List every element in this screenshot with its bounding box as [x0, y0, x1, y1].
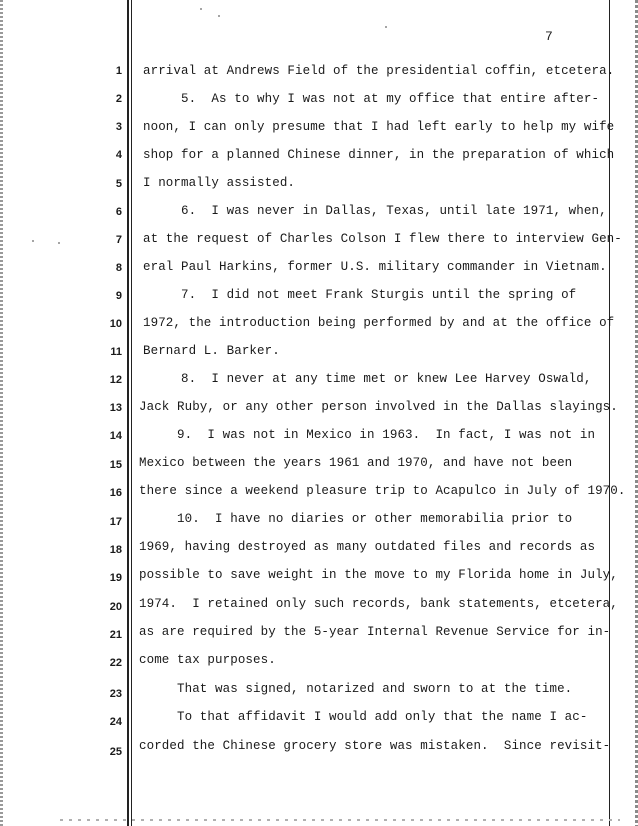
text-line: 6. I was never in Dallas, Texas, until late 1971, when,	[143, 204, 607, 218]
text-line: 9. I was not in Mexico in 1963. In fact, I was not in	[139, 428, 596, 442]
text-line: 7. I did not meet Frank Sturgis until the spring of	[143, 288, 577, 302]
text-line: Bernard L. Barker.	[143, 344, 280, 358]
line-number: 15	[109, 459, 122, 471]
margin-rule-inner	[131, 0, 132, 826]
line-number: 19	[109, 572, 122, 584]
scan-speck	[58, 242, 60, 244]
text-line: noon, I can only presume that I had left early to help my wife	[143, 120, 615, 134]
margin-rule-outer	[127, 0, 129, 826]
line-number: 12	[109, 374, 122, 386]
line-number: 23	[109, 688, 122, 700]
text-line: 10. I have no diaries or other memorabilia prior to	[139, 512, 573, 526]
text-line: possible to save weight in the move to my Florida home in July,	[139, 568, 618, 582]
text-line: come tax purposes.	[139, 653, 276, 667]
line-number: 21	[109, 629, 122, 641]
line-number: 11	[110, 346, 122, 358]
text-line: corded the Chinese grocery store was mistaken. Since revisit-	[139, 739, 611, 753]
text-line: I normally assisted.	[143, 176, 296, 190]
scan-speck	[218, 15, 220, 17]
text-line: shop for a planned Chinese dinner, in the preparation of which	[143, 148, 615, 162]
line-number: 10	[109, 318, 122, 330]
line-number: 7	[115, 234, 122, 246]
text-line: eral Paul Harkins, former U.S. military commander in Vietnam.	[143, 260, 607, 274]
scan-speck	[200, 8, 202, 10]
line-number: 9	[115, 290, 122, 302]
page-number: 7	[545, 29, 553, 44]
line-number: 24	[109, 716, 122, 728]
text-line: at the request of Charles Colson I flew there to interview Gen-	[143, 232, 622, 246]
line-number: 5	[115, 178, 122, 190]
scan-speck	[385, 26, 387, 28]
text-line: 1972, the introduction being performed by and at the office of	[143, 316, 615, 330]
line-number: 22	[109, 657, 122, 669]
scan-speck	[32, 240, 34, 242]
text-line: Jack Ruby, or any other person involved in the Dallas slayings.	[139, 400, 618, 414]
line-number: 1	[115, 65, 122, 77]
line-number: 20	[109, 601, 122, 613]
text-line: there since a weekend pleasure trip to Acapulco in July of 1970.	[139, 484, 626, 498]
text-line: That was signed, notarized and sworn to at the time.	[139, 682, 573, 696]
text-line: as are required by the 5-year Internal Revenue Service for in-	[139, 625, 611, 639]
line-number: 13	[109, 402, 122, 414]
line-number: 4	[115, 149, 122, 161]
bottom-scan-noise	[60, 819, 620, 821]
line-number: 2	[115, 93, 122, 105]
text-line: To that affidavit I would add only that the name I ac-	[139, 710, 588, 724]
text-line: 1974. I retained only such records, bank statements, etcetera,	[139, 597, 618, 611]
text-line: 5. As to why I was not at my office that entire after-	[143, 92, 600, 106]
line-number: 6	[115, 206, 122, 218]
text-line: Mexico between the years 1961 and 1970, and have not been	[139, 456, 573, 470]
text-line: arrival at Andrews Field of the presidential coffin, etcetera.	[143, 64, 615, 78]
line-number: 16	[109, 487, 122, 499]
text-line: 1969, having destroyed as many outdated files and records as	[139, 540, 596, 554]
line-number: 18	[109, 544, 122, 556]
line-number: 25	[109, 746, 122, 758]
left-scan-edge	[0, 0, 3, 826]
line-number: 17	[109, 516, 122, 528]
line-number: 8	[115, 262, 122, 274]
line-number: 14	[109, 430, 122, 442]
line-number: 3	[115, 121, 122, 133]
text-line: 8. I never at any time met or knew Lee Harvey Oswald,	[143, 372, 592, 386]
